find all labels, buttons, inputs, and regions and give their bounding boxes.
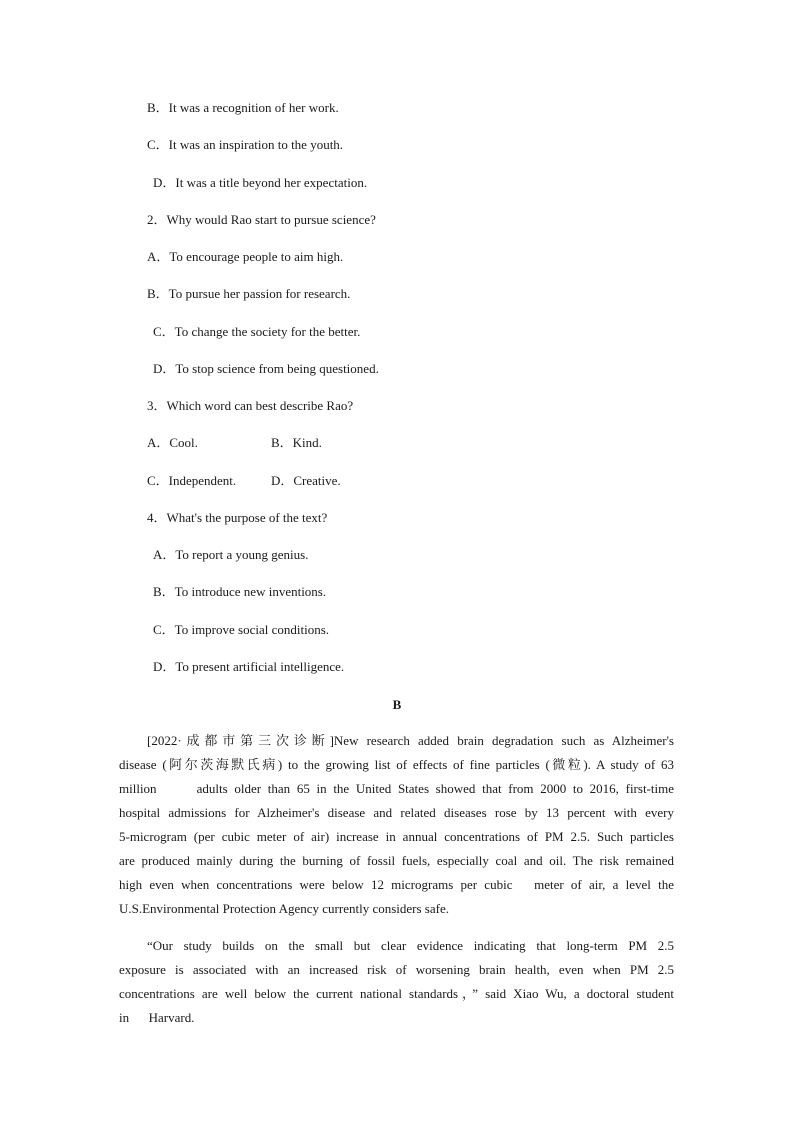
q2-option-c: C．To change the society for the better. (153, 324, 361, 339)
paragraph-line: “Our study builds on the small but clear evidence indicating that long-term PM 2.5 (147, 938, 674, 953)
q3-option-a: A．Cool. (147, 435, 198, 450)
paragraph-line: high even when concentrations were below 12 micrograms per cubic meter of air, a level the (119, 877, 674, 892)
paragraph-line: million adults older than 65 in the United States showed that from 2000 to 2016, first-time (119, 781, 674, 796)
q4-option-b: B．To introduce new inventions. (153, 584, 327, 599)
q4-option-d: D．To present artificial intelligence. (153, 659, 345, 674)
q2-option-a: A．To encourage people to aim high. (147, 249, 344, 264)
q4-option-a: A．To report a young genius. (153, 547, 309, 562)
paragraph-line: exposure is associated with an increased risk of worsening brain health, even when PM 2.5 (119, 962, 674, 977)
q2-option-d: D．To stop science from being questioned. (153, 361, 379, 376)
q4-stem: 4．What's the purpose of the text? (147, 510, 328, 525)
q2-stem: 2．Why would Rao start to pursue science? (147, 212, 376, 227)
paragraph-line: hospital admissions for Alzheimer's disease and related diseases rose by 13 percent with every (119, 805, 674, 820)
q1-option-d: D．It was a title beyond her expectation. (153, 175, 368, 190)
paragraph-line: [2022·成都市第三次诊断]New research added brain degradation such as Alzheimer's (147, 733, 674, 748)
q1-option-b: B．It was a recognition of her work. (147, 100, 339, 115)
paragraph-line: are produced mainly during the burning of fossil fuels, especially coal and oil. The risk remained (119, 853, 674, 868)
q3-option-d: D．Creative. (271, 473, 341, 488)
q4-option-c: C．To improve social conditions. (153, 622, 330, 637)
q3-stem: 3．Which word can best describe Rao? (147, 398, 354, 413)
section-b-heading: B (392, 697, 402, 712)
q3-option-c: C．Independent. (147, 473, 237, 488)
paragraph-line: concentrations are well below the current national standards，” said Xiao Wu, a doctoral student (119, 986, 674, 1001)
paragraph-line: in Harvard. (119, 1010, 195, 1025)
q1-option-c: C．It was an inspiration to the youth. (147, 137, 344, 152)
paragraph-line: disease (阿尔茨海默氏病) to the growing list of effects of fine particles (微粒). A study of 63 (119, 757, 674, 772)
paragraph-line: U.S.Environmental Protection Agency currently considers safe. (119, 901, 449, 916)
q3-option-b: B．Kind. (271, 435, 322, 450)
q2-option-b: B．To pursue her passion for research. (147, 286, 351, 301)
paragraph-line: 5-microgram (per cubic meter of air) increase in annual concentrations of PM 2.5. Such particles (119, 829, 674, 844)
